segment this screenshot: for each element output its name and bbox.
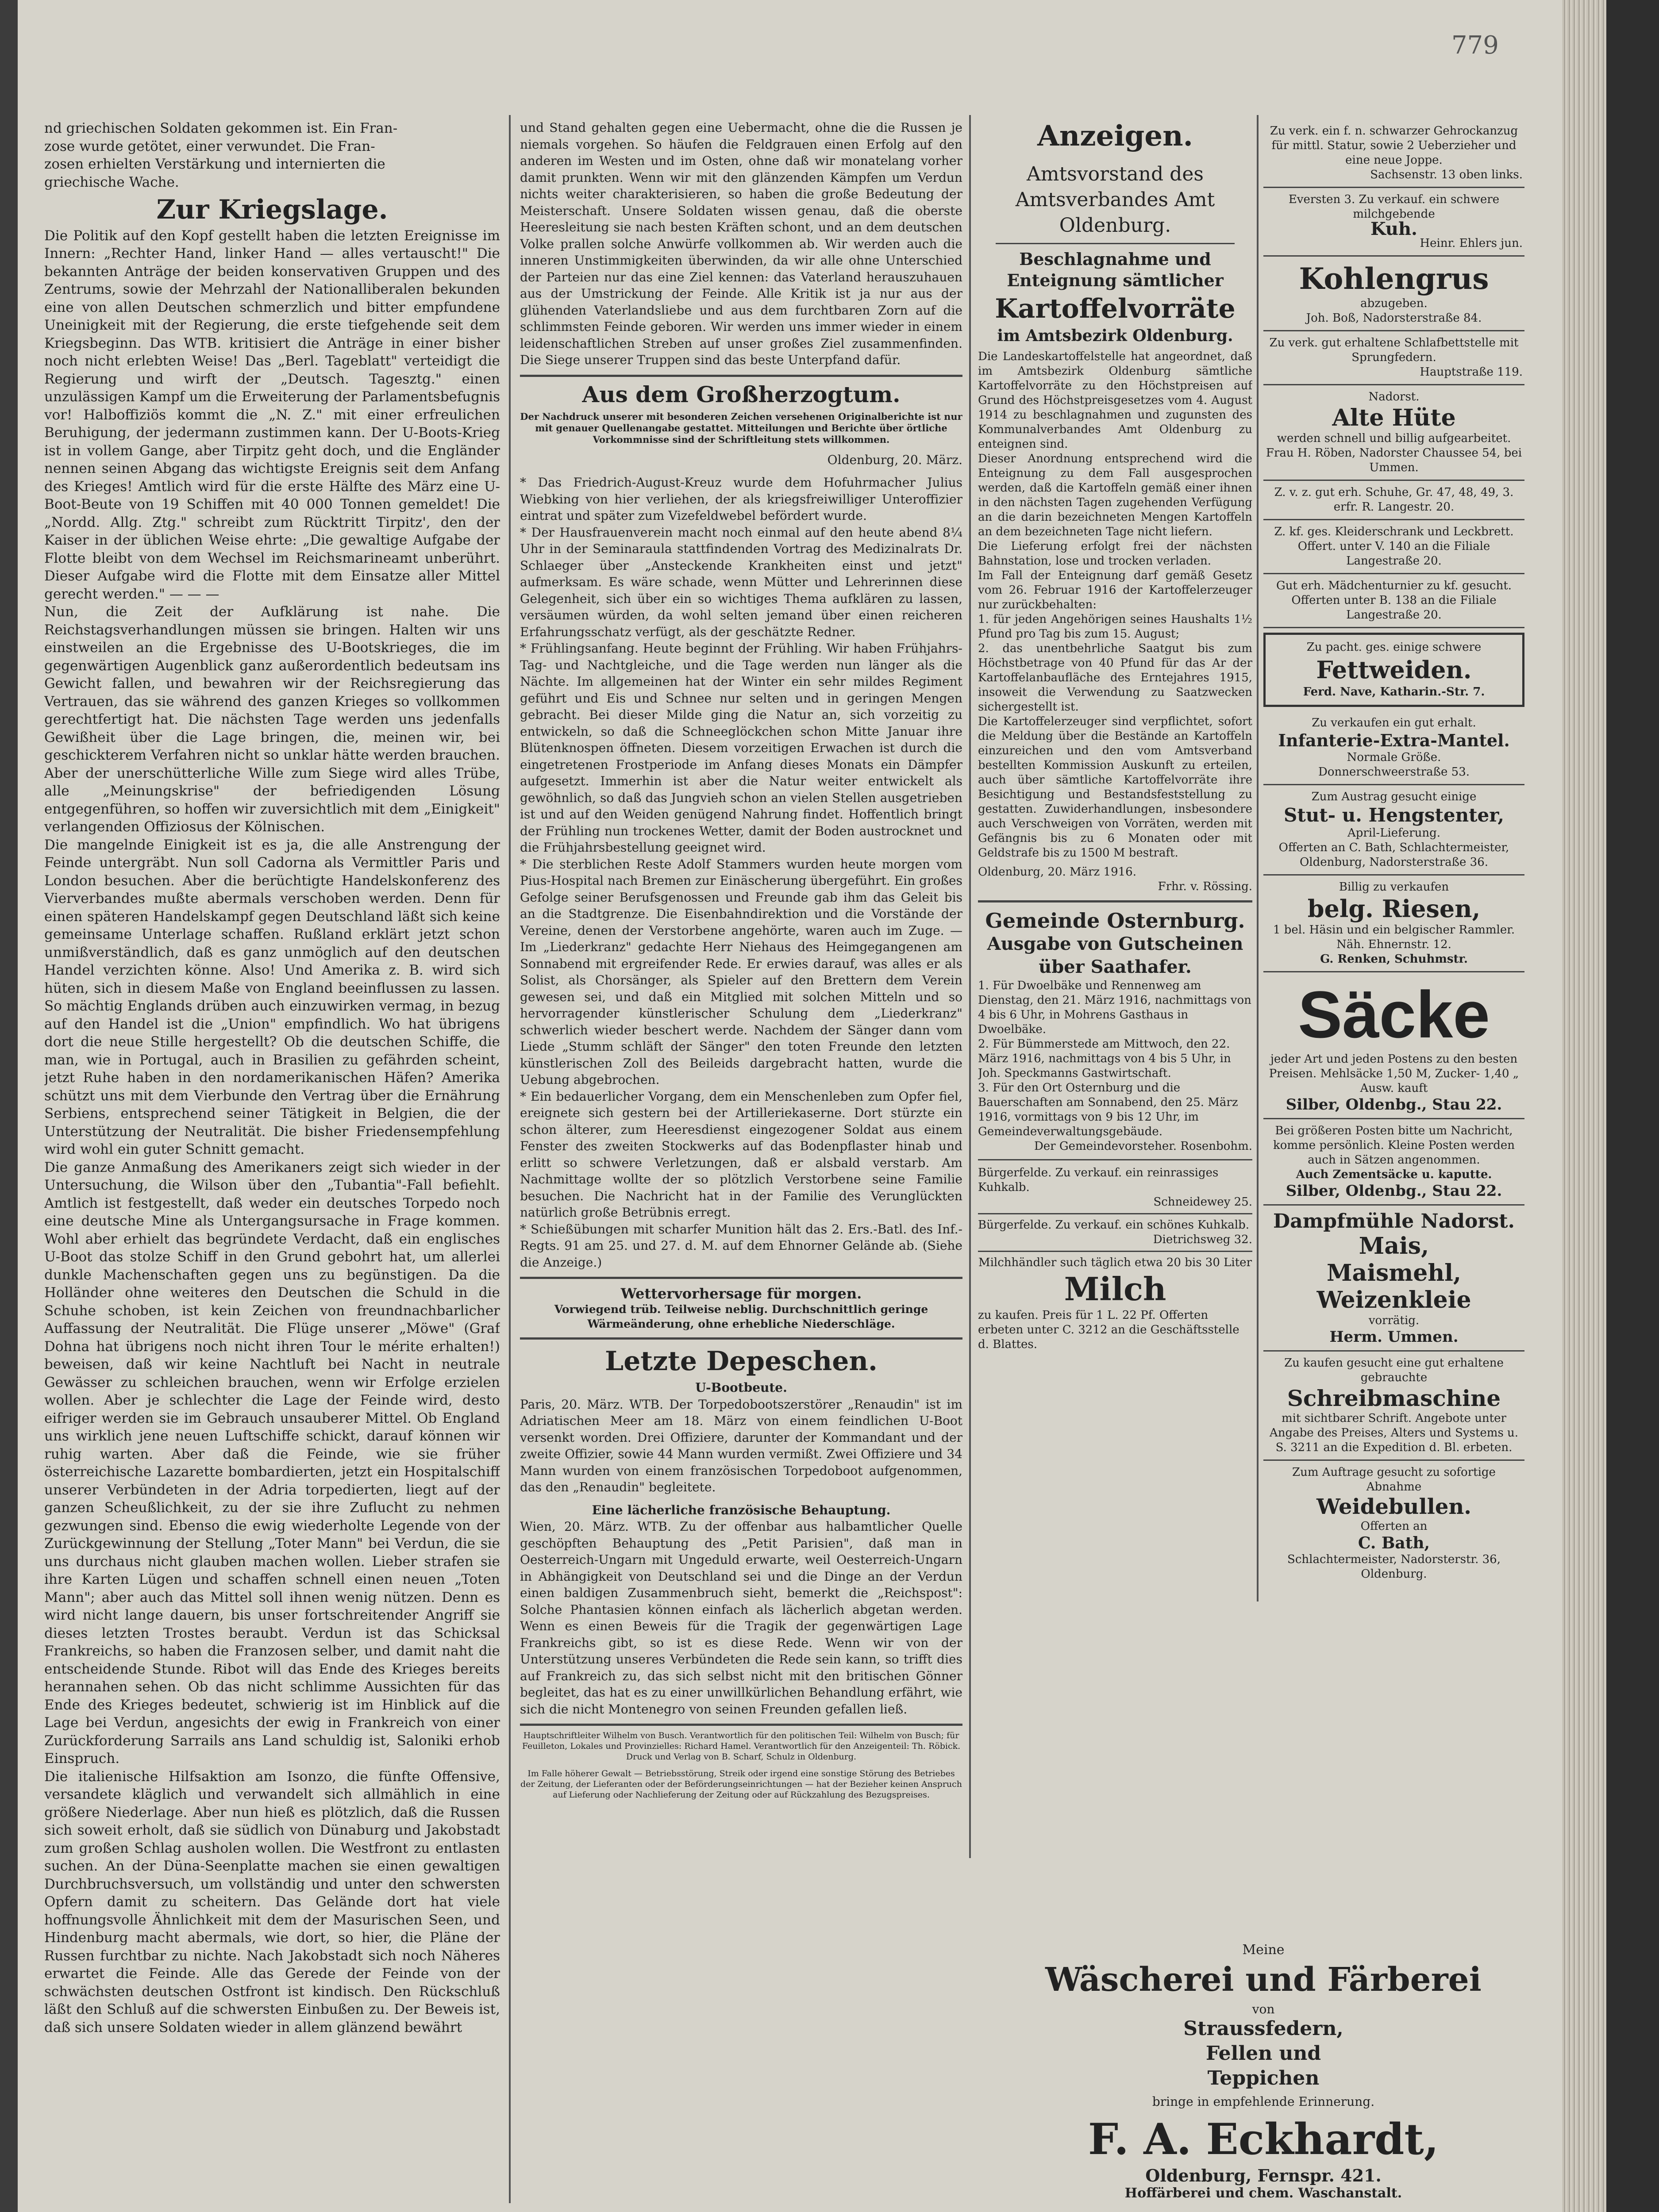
fettweiden-signature: Ferd. Nave, Katharin.-Str. 7. <box>1303 685 1485 699</box>
saecke-text: jeder Art und jeden Postens zu den besten Preisen. Mehlsäcke 1,50 M, Zucker- 1,40 „ Ausw. kauft <box>1269 1052 1519 1095</box>
ad-bettstelle-text: Zu verk. gut erhaltene Schlafbettstelle mit Sprungfedern. <box>1269 336 1519 364</box>
scan-background <box>1606 0 1659 2212</box>
column-2-lead-text: und Stand gehalten gegen eine Uebermacht, ohne die die Russen je niemals vorgehen. So häufen die Feldgrauen einen Erfolg auf den anderen im Westen und im Osten, ohne daß wir monatelang vorher damit prunkten. Wenn wir mit den glänzenden Kämpfen um Verdun nichts weiter charakterisieren, so haben die große Bedeutung der Meisterschaft. Unsere Soldaten wissen genau, daß die oberste Heeresleitung sie nach besten Kräften schont, und an dem deutschen Volke prallen solche Anwürfe vollkommen ab. Wir werden auch die inneren Unstimmigkeiten überwinden, da wir alle ohne Unterschied der Parteien nur das eine Ziel kennen: das Vaterland herauszuhauen aus der Umstrickung der Feinde. Alle Kritik ist ja nur aus der glühenden Vaterlandsliebe und aus dem furchtbaren Zorn auf die schlimmsten Feinde geboren. Wir werden uns immer wieder in einem leidenschaftlichen Streben auf unser großes Ziel zusammenfinden. Die Siege unserer Truppen sind das beste Unterpfand dafür. <box>520 120 962 367</box>
osternburg-schedule: 1. Für Dwoelbäke und Rennenweg am Dienstag, den 21. März 1916, nachmittags von 4 bis 6 Uhr, in Mohrens Gasthaus in Dwoelbäke. 2. Für Bümmerstede am Mittwoch, den 22. März 1916, nachmittags von 4 bis 5 Uhr, in Joh. Speckmanns Gastwirtschaft. 3. Für den Ort Osternburg und die Bauerschaften am Sonnabend, den 25. März 1916, vormittags von 9 bis 12 Uhr, im Gemeindeverwaltungsgebäude. <box>978 979 1251 1138</box>
ad-kleiderschrank: Z. kf. ges. Kleiderschrank und Leckbrett. Offert. unter V. 140 an die Filiale Langestraße 20. <box>1263 520 1524 574</box>
weather-title: Wettervorhersage für morgen. <box>620 1285 862 1302</box>
osternburg-title: Gemeinde Osternburg. <box>985 909 1245 933</box>
eckhardt-address: Oldenburg, Fernspr. 421. <box>1145 2166 1382 2185</box>
waescherei-items: Straussfedern, Fellen und Teppichen <box>1183 2017 1343 2089</box>
section-divider <box>978 900 1252 902</box>
schreib-title: Schreibmaschine <box>1287 1385 1501 1411</box>
milch-ad-title: Milch <box>1064 1270 1166 1308</box>
huete-title: Alte Hüte <box>1332 404 1456 431</box>
amt-title: Amtsvorstand des Amtsverbandes Amt Oldenburg. <box>1015 163 1215 237</box>
ad-riesen <box>1263 876 1524 972</box>
fettweiden-intro: Zu pacht. ges. einige schwere <box>1306 641 1482 654</box>
beschlagnahme-title: Beschlagnahme und Enteignung sämtlicher <box>1007 249 1224 290</box>
ad-dampfmuehle <box>1263 1206 1524 1352</box>
force-majeure-notice: Im Falle höherer Gewalt — Betriebsstörung, Streik oder irgend eine sonstige Störung des Betriebes der Zeitung, der Lieferanten oder der Beförderungseinrichtungen — hat der Bezieher keinen Anspruch auf Lieferung oder Nachlieferung der Zeitung oder auf Rückzahlung des Bezugspreises. <box>520 1769 962 1800</box>
depesche-wien: Wien, 20. März. WTB. Zu der offenbar aus halbamtlicher Quelle geschöpften Behauptung des „Petit Parisien", daß man in Oesterreich-Ungarn mit Ungeduld erwarte, weil Oesterreich-Ungarn in Abhängigkeit von Deutschland sei und die Dinge an der Verdun einen baldigen Zusammenbruch sieht, bemerkt die „Reichspost": Solche Phantasien können einfach als lächerlich abgetan werden. Wenn es einen Beweis für die Tragik der gegenwärtigen Lage Frankreichs gibt, so ist es diese Rede. Wenn wir von der Unterstützung unseres Verbündeten die Rede sein kann, so trifft dies auf Frankreich zu, das sich selbst nicht mit den britischen Gönner begleitet, das hat es zu einer unwillkürlichen Behandlung erfährt, wie sich die nicht Montenegro von seinen Freunden gefallen ließ. <box>520 1519 962 1717</box>
kohlengrus-title: Kohlengrus <box>1299 261 1489 296</box>
amtsbezirk-title: im Amtsbezirk Oldenburg. <box>997 326 1233 345</box>
hengst-signature: Offerten an C. Bath, Schlachtermeister, Oldenburg, Nadorsterstraße 36. <box>1278 841 1509 869</box>
ad-schuhe: Z. v. z. gut erh. Schuhe, Gr. 47, 48, 49, 3. erfr. R. Langestr. 20. <box>1263 481 1524 520</box>
hengst-title: Stut- u. Hengstenter, <box>1284 804 1504 826</box>
depeschen-heading: Letzte Depeschen. <box>605 1346 878 1377</box>
kohlengrus-sub: abzugeben. <box>1360 297 1428 310</box>
column-rule-3 <box>1257 115 1259 1601</box>
waescherei-title: Wäscherei und Färberei <box>1045 1961 1482 1999</box>
depesche-paris: Paris, 20. März. WTB. Der Torpedobootszerstörer „Renaudin" ist im Adriatischen Meer am 18. März von einem feindlichen U-Boot versenkt worden. Drei Offiziere, darunter der Kommandant und der zweite Offizier, sowie 44 Mann wurden vermißt. Zwei Offiziere und 34 Mann wurden von einem französischen Torpedoboot aufgenommen, das den „Renaudin" begleitete. <box>520 1397 962 1494</box>
muehle-signature: Herm. Ummen. <box>1329 1328 1459 1346</box>
eckhardt-name: F. A. Eckhardt, <box>1088 2114 1439 2164</box>
ad-kuhkalb-1: Bürgerfelde. Zu verkauf. ein reinrassiges Kuhkalb. <box>978 1166 1219 1194</box>
ad-kuhkalb-2: Bürgerfelde. Zu verkauf. ein schönes Kuhkalb. <box>978 1218 1250 1232</box>
muehle-title: Dampfmühle Nadorst. <box>1273 1210 1515 1233</box>
kriegslage-heading: Zur Kriegslage. <box>156 194 388 225</box>
section-divider <box>996 243 1235 244</box>
waescherei-von: von <box>1252 2002 1275 2016</box>
ad-fettweiden <box>1263 633 1524 707</box>
ad-gehrock-address: Sachsenstr. 13 oben links. <box>1370 168 1523 181</box>
ad-maedchenturnier: Gut erh. Mädchenturnier zu kf. gesucht. Offerten unter B. 138 an die Filiale Langestraße 20. <box>1263 574 1524 628</box>
huete-location: Nadorst. <box>1368 390 1420 403</box>
ad-kuhkalb-1-address: Schneidewey 25. <box>1153 1195 1252 1209</box>
maismehl-title: Maismehl, <box>1326 1260 1462 1286</box>
uboot-subheading: U-Bootbeute. <box>695 1380 787 1395</box>
reprint-note: Der Nachdruck unserer mit besonderen Zeichen versehenen Originalberichte ist nur mit genauer Quellenangabe gestattet. Mitteilungen und Berichte über örtliche Vorkommnisse sind der Schriftleitung stets willkommen. <box>520 411 962 445</box>
ad-schreibmaschine <box>1263 1352 1524 1461</box>
section-divider <box>978 1213 1252 1214</box>
section-divider <box>978 1159 1252 1160</box>
mantel-address: Donnerschweerstraße 53. <box>1318 765 1470 779</box>
imprint: Hauptschriftleiter Wilhelm von Busch. Verantwortlich für den politischen Teil: Wilhelm von Busch; für Feuilleton, Lokales und Provinzielles: Richard Hamel. Verantwortlich für den Anzeigenteil: Th. Röbick. Druck und Verlag von B. Scharf, Schulz in Oldenburg. <box>522 1731 961 1762</box>
section-divider <box>978 1251 1252 1252</box>
muehle-sub: vorrätig. <box>1368 1314 1420 1327</box>
ad-bettstelle-address: Hauptstraße 119. <box>1420 365 1523 379</box>
column-rule-1 <box>509 115 511 2203</box>
fettweiden-title: Fettweiden. <box>1316 656 1472 684</box>
intro-paragraph: nd griechischen Soldaten gekommen ist. Ein Fran- zose wurde getötet, einer verwundet. Die Fran- zosen erhielten Verstärkung und internierten die griechische Wache. <box>44 120 398 190</box>
notice-signature: Frhr. v. Rössing. <box>1158 880 1252 893</box>
milch-ad-text: zu kaufen. Preis für 1 L. 22 Pf. Offerten erbeten unter C. 3212 an die Geschäftsstelle d. Blattes. <box>978 1309 1239 1351</box>
riesen-title: belg. Riesen, <box>1307 895 1481 923</box>
page-edge-stack <box>1562 0 1606 2212</box>
ad-kuh-signature: Heinr. Ehlers jun. <box>1420 237 1523 250</box>
column-3 <box>978 119 1252 2212</box>
hengst-intro: Zum Austrag gesucht einige <box>1311 790 1477 803</box>
weide-intro: Zum Auftrage gesucht zu sofortige Abnahme <box>1292 1466 1496 1494</box>
ad-saecke <box>1263 972 1524 1119</box>
waescherei-ad <box>982 1942 1544 2212</box>
ad-huete <box>1263 385 1524 481</box>
weather-text: Vorwiegend trüb. Teilweise neblig. Durchschnittlich geringe Wärmeänderung, ohne erhebliche Niederschläge. <box>554 1303 928 1330</box>
kartoffel-title: Kartoffelvorräte <box>995 293 1236 324</box>
ad-kuhkalb-2-address: Dietrichsweg 32. <box>1153 1233 1252 1246</box>
mantel-title: Infanterie-Extra-Mantel. <box>1278 730 1510 750</box>
notice-date: Oldenburg, 20. März 1916. <box>978 865 1136 879</box>
saecke2-signature: Silber, Oldenbg., Stau 22. <box>1286 1182 1502 1200</box>
ad-gehrock-text: Zu verk. ein f. n. schwarzer Gehrockanzug für mittl. Statur, sowie 2 Ueberzieher und eine neue Joppe. <box>1270 124 1518 167</box>
huete-text: werden schnell und billig aufgearbeitet. Frau H. Röben, Nadorster Chaussee 54, bei Ummen. <box>1266 432 1522 474</box>
dateline: Oldenburg, 20. März. <box>827 452 962 467</box>
schreib-intro: Zu kaufen gesucht eine gut erhaltene gebrauchte <box>1284 1356 1504 1384</box>
ad-mantel <box>1263 711 1524 785</box>
weide-signature: C. Bath, <box>1358 1534 1430 1552</box>
milch-ad-intro: Milchhändler such täglich etwa 20 bis 30 Liter <box>978 1256 1252 1269</box>
osternburg-subtitle: Ausgabe von Gutscheinen über Saathafer. <box>987 933 1243 977</box>
saecke2-sub: Auch Zementsäcke u. kaputte. <box>1296 1168 1492 1181</box>
ad-kuh <box>1263 188 1524 257</box>
ad-kuh-title: Kuh. <box>1370 219 1417 239</box>
column-rule-2 <box>969 115 971 1858</box>
local-news: * Das Friedrich-August-Kreuz wurde dem Hofuhrmacher Julius Wiebking von hier verliehen, der als kriegsfreiwilliger Unteroffizier eintrat und später zum Vizefeldwebel befördert wurde. * Der Hausfrauenverein macht noch einmal auf den heute abend 8¼ Uhr in der Seminaraula stattfindenden Vortrag des Medizinalrats Dr. Schlaeger über „Ansteckende Krankheiten einst und jetzt" aufmerksam. Es wäre schade, wenn Mütter und Lehrerinnen diese Gelegenheit, sich über ein so wichtiges Thema aufklären zu lassen, versäumen würden, da wohl selten jemand über einen reicheren Erfahrungsschatz verfügt, als der geschätzte Redner. * Frühlingsanfang. Heute beginnt der Frühling. Wir haben Frühjahrs-Tag- und Nachtgleiche, und die Tage werden nun länger als die Nächte. Im allgemeinen hat der Winter ein sehr mildes Regiment geführt und Eis und Schnee nur selten und in geringen Mengen gebracht. Bei dieser Milde ging die Natur an, sich vorzeitig zu entwickeln, so daß die Schneeglöckchen schon Mitte Januar ihre Blütenknospen öffneten. Diesem vorzeitigen Erwachen ist durch die eingetretenen Frostperiode im Anfang dieses Monats ein Dämpfer aufgesetzt. Immerhin ist aber die Natur weiter entwickelt als gewöhnlich, so daß das Jungvieh schon an vielen Stellen ausgetrieben ist und auf den Weiden genügend Nahrung findet. Hoffentlich bringt der Frühling nun trockenes Wetter, damit der Boden austrocknet und die Frühjahrsbestellung geeignet wird. * Die sterblichen Reste Adolf Stammers wurden heute morgen vom Pius-Hospital nach Bremen zur Einäscherung übergeführt. Ein großes Gefolge seiner Berufsgenossen und Freunde gab ihm das Geleit bis an die Stadtgrenze. Die Eisenbahndirektion und die Vorstände der Vereine, denen der Verstorbene angehörte, waren auch im Zuge. — Im „Liederkranz" gedachte Herr Niehaus des Heimgegangenen am Sonnabend mit ergreifender Rede. Er erwies darauf, was alles er als Solist, als Chorsänger, als Spieler auf den Brettern dem Verein gewesen sei, und daß ein Mitglied mit solchen Mitteln und so hervorragender künstlerischer Schulung dem „Liederkranz" schwerlich wieder beschert werde. Nachdem der Sänger dann vom Liede „Stumm schläft der Sänger" den toten Freunde den letzten künstlerischen Zoll des Beileids dargebracht hatten, wurde die Uebung abgebrochen. * Ein bedauerlicher Vorgang, dem ein Menschenleben zum Opfer fiel, ereignete sich gestern bei der Artilleriekaserne. Dort stürzte ein schon älterer, zum Heeresdienst eingezogener Soldat aus einem Fenster des zweiten Stockwerks auf das Bodenpflaster hinab und erlitt so schwere Verletzungen, daß er alsbald verstarb. Am Nachmittage wollte der so plötzlich Verstorbene seine Familie besuchen. Die Nachricht hat in der Familie des Verunglückten natürlich große Betrübnis erregt. * Schießübungen mit scharfer Munition hält das 2. Ers.-Batl. des Inf.-Regts. 91 am 25. und 27. d. M. auf dem Ehnorner Gelände ab. (Siehe die Anzeige.) <box>520 475 962 1270</box>
saecke-title: Säcke <box>1298 977 1490 1052</box>
weizenkleie-title: Weizenkleie <box>1316 1286 1471 1313</box>
riesen-text: 1 bel. Häsin und ein belgischer Rammler. Näh. Ehnernstr. 12. <box>1273 923 1515 951</box>
mantel-intro: Zu verkaufen ein gut erhalt. <box>1312 716 1476 730</box>
schreib-text: mit sichtbarer Schrift. Angebote unter Angabe des Preises, Alters und Systems u. S. 3211 an die Expedition d. Bl. erbeten. <box>1269 1412 1519 1454</box>
waescherei-intro: Meine <box>1242 1942 1285 1958</box>
saecke2-text: Bei größeren Posten bitte um Nachricht, komme persönlich. Kleine Posten werden auch in Sätzen angenommen. <box>1273 1124 1515 1167</box>
kriegslage-article: Die Politik auf den Kopf gestellt haben die letzten Ereignisse im Innern: „Rechter Hand, linker Hand — alles vertauscht!" Die bekannten Anträge der beiden konservativen Gruppen und des Zentrums, sowie der Mehrzahl der Nationalliberalen bekunden eine von allen Deutschen schmerzlich und bitter empfundene Uneinigkeit mit der Regierung, die erste tiefgehende seit dem Kriegsbeginn. Das WTB. kritisiert die Anträge in einer bisher noch nicht erlebten Weise! Das „Berl. Tageblatt" verteidigt die Regierung und wirft der „Deutsch. Tagesztg." einen unzulässigen Kampf um die Erweiterung der Parlamentsbefugnis vor! Halboffiziös kommt die „N. Z." mit einer erfreulichen Beruhigung, der jedermann zustimmen kann. Der U-Boots-Krieg ist in vollem Gange, aber Tirpitz geht doch, und die Engländer nennen seinen Abgang das wichtigste Ereignis seit dem Anfang des Krieges! Amtlich wird für die erste Hälfte des März eine U-Boot-Beute von 19 Schiffen mit 40 000 Tonnen gemeldet! Die „Nordd. Allg. Ztg." schreibt zum Rücktritt Tirpitz', den der Kaiser in der üblichen Weise ehrte: „Die gewaltige Aufgabe der Flotte bleibt von dem Wechsel im Reichsmarineamt unberührt. Dieser Aufgabe wird die Flotte mit dem Einsatze aller Mittel gerecht werden." — — — Nun, die Zeit der Aufklärung ist nahe. Die Reichstagsverhandlungen müssen sie bringen. Halten wir uns einstweilen an die Ergebnisse des U-Bootskrieges, die im gegenwärtigen Augenblick ganz außerordentlich bedeutsam ins Gewicht fallen, und bewahren wir der Reichsregierung das Vertrauen, das sie während des ganzen Krieges so vollkommen gerechtfertigt hat. Die nächsten Tage werden uns jedenfalls Gewißheit über die Lage bringen, die, meinen wir, bei geschickterem Verfahren nicht so unklar hätte werden brauchen. Aber der unerschütterliche Wille zum Siege wird alles Trübe, alle „Meinungskrise" der befriedigenden Lösung entgegenführen, so hoffen wir zuversichtlich mit dem „Einigkeit" verlangenden Offiziosus der Kölnischen. Die mangelnde Einigkeit ist es ja, die alle Anstrengung der Feinde untergräbt. Nun soll Cadorna als Vermittler Paris und London besuchen. Aber die berüchtigte Handelskonferenz des Vierverbandes mußte abermals verschoben werden. Denn für einen späteren Handelskampf gegen Deutschland läßt sich keine gemeinsame Unterlage schaffen. Rußland erklärt jetzt schon unmißverständlich, daß es ganz unmöglich auf den deutschen Handel verzichten könne. Also! Und Amerika z. B. wird sich hüten, sich in diesem Maße von England beeinflussen zu lassen. So mächtig Englands drüben auch einzuwirken vermag, in bezug auf den Handel ist die „Union" empfindlich. Wo hat übrigens dort die neue Stille hergestellt? Ob die deutschen Schiffe, die man, wie in Portugal, auch in Brasilien zu gefährden scheint, jetzt Ruhe haben in den nordamerikanischen Häfen? Amerika schützt uns mit dem Vierbunde den Vertrag über die Ernährung Serbiens, entsprechend seiner Tätigkeit in Belgien, die der Unterstützung der Neutralität. Die bisher Friedensempfehlung wird wohl ein guter Schnitt gemacht. Die ganze Anmaßung des Amerikaners zeigt sich wieder in der Untersuchung, die Wilson über den „Tubantia"-Fall befiehlt. Amtlich ist festgestellt, daß weder ein deutsches Torpedo noch eine deutsche Mine als Untergangsursache in Frage kommen. Wohl aber erhielt das begründete Verdacht, daß ein englisches U-Boot das stolze Schiff in den Grund gebohrt hat, um allerlei dunkle Machenschaften gegen uns zu begünstigen. Da die Holländer ohne weiteres den Deutschen die Schuld in die Schuhe schoben, ist kein Zeichen von freundnachbarlicher Auffassung der Neutralität. Die Flüge unserer „Möwe" (Graf Dohna hat übrigens noch nicht ihren Tour le mérite erhalten!) beweisen, daß wir keine Nachtluft bei Nacht in neutrale Gewässer zu schleichen brauchen, wenn wir Erfolge erzielen wollen. Aber je schlechter die Lage der Feinde wird, desto eifriger werden sie im Gebrauch unsauberer Mittel. Ob England uns wirklich jene neuen Luftschiffe schickt, darauf können wir ruhig warten. Aber daß die Feinde, wie sie früher österreichische Lazarette bombardierten, jetzt ein Hospitalschiff unserer Verbündeten in der Adria torpedierten, liegt auf der ganzen Scheußlichkeit, zu der sie ihre Zuflucht zu nehmen gezwungen sind. Ebenso die ewig wiederholte Legende von der Zurückgewinnung der Stellung „Toter Mann" bei Verdun, die sie uns durchaus nicht glauben machen wollen. Lieber strafen sie ihre Karten Lügen und schaffen schnell einen neuen „Toten Mann"; aber auch das Mittel soll ihnen wenig nützen. Denn es wird nicht lange dauern, bis unser fortschreitender Angriff sie dieses letzten Trostes beraubt. Verdun ist das Schicksal Frankreichs, so haben die Franzosen selber, und damit naht die entscheidende Stunde. Ribot will das Ende des Krieges bereits herannahen sehen. Ob das nicht schlimme Aussichten für das Ende des Krieges bedeutet, schwierig ist im Hinblick auf die Lage bei Verdun, angesichts der ewig in Frankreich von einer Zurückforderung Sarrails ans Land schuldig ist, Saloniki erhob Einspruch. Die italienische Hilfsaktion am Isonzo, die fünfte Offensive, versandete kläglich und verwandelt sich allmählich in eine größere Niederlage. Aber nun hieß es plötzlich, daß die Russen sich soweit erholt, daß sie südlich von Dünaburg und Jakobstadt zum großen Schlag ausholen wollen. Die Westfront zu entlasten suchen. An der Düna-Seenplatte machen sie einen gewaltigen Durchbruchsversuch, um vollständig und unter den schwersten Opfern damit zu scheitern. Das Gelände dort hat viele hoffnungsvolle Ähnlichkeit mit dem der Masurischen Seen, und Hindenburg macht abermals, wie dort, so hier, die Pläne der Russen furchtbar zu nichte. Nach Jakobstadt sich noch Näheres erwartet die Feinde. Alle das Gerede der Feinde von der schwächsten deutschen Ostfront ist kindisch. Den Rückschluß läßt den Schluß auf die schwersten Einbußen zu. Der Beweis ist, daß sich unsere Soldaten wieder in allem glänzend bewährt <box>44 227 500 2035</box>
column-1 <box>44 119 500 2212</box>
mantel-sub: Normale Größe. <box>1347 751 1441 764</box>
ad-kohlengrus <box>1263 257 1524 331</box>
riesen-signature: G. Renken, Schuhmstr. <box>1320 952 1468 966</box>
ad-gehrock <box>1263 119 1524 188</box>
column-2 <box>520 119 962 2212</box>
kohlengrus-address: Joh. Boß, Nadorsterstraße 84. <box>1306 311 1482 325</box>
weide-sub: Offerten an <box>1360 1520 1428 1533</box>
grossherzogtum-heading: Aus dem Großherzogtum. <box>582 381 901 407</box>
ad-saecke-2 <box>1263 1119 1524 1206</box>
ad-weidebullen <box>1263 1461 1524 1586</box>
kartoffel-notice: Die Landeskartoffelstelle hat angeordnet, daß im Amtsbezirk Oldenburg sämtliche Kartoffelvorräte zu den Höchstpreisen auf Grund des Höchstpreisgesetzes vom 4. August 1914 zu beschlagnahmen und zugunsten des Kommunalverbandes Amt Oldenburg zu enteignen sind. Dieser Anordnung entsprechend wird die Enteignung zu dem Fall ausgesprochen werden, daß die Kartoffeln gemäß einer ihnen in den nächsten Tagen zugehenden Verfügung an die darin bezeichneten Mengen Kartoffeln an dem bezeichneten Tage nicht liefern. Die Lieferung erfolgt frei der nächsten Bahnstation, lose und trocken verladen. Im Fall der Enteignung darf gemäß Gesetz vom 26. Februar 1916 der Kartoffelerzeuger nur zurückbehalten: 1. für jeden Angehörigen seines Haushalts 1½ Pfund pro Tag bis zum 15. August; 2. das unentbehrliche Saatgut bis zum Höchstbetrage von 40 Pfund für das Ar der Kartoffelanbaufläche des Erntejahres 1915, insoweit die Verwendung zu Saatzwecken sichergestellt ist. Die Kartoffelerzeuger sind verpflichtet, sofort die Meldung über die Bestände an Kartoffeln einzureichen und den vom Amtsverband bestellten Kommission Auskunft zu erteilen, auch über sämtliche Kartoffelvorräte ihre Besichtigung und Bestandsfeststellung zu gestatten. Zuwiderhandlungen, insbesondere auch Verschweigen von Vorräten, werden mit Gefängnis bis zu 6 Monaten oder mit Geldstrafe bis zu 1500 M bestraft. <box>978 350 1252 860</box>
weide-address: Schlachtermeister, Nadorsterstr. 36, Oldenburg. <box>1287 1553 1501 1581</box>
section-divider <box>520 1277 962 1279</box>
newspaper-page <box>18 0 1562 2212</box>
osternburg-signature: Der Gemeindevorsteher. Rosenbohm. <box>1034 1140 1252 1153</box>
weide-title: Weidebullen. <box>1316 1494 1471 1519</box>
page-number: 779 <box>1451 31 1499 60</box>
waescherei-reminder: bringe in empfehlende Erinnerung. <box>1152 2094 1375 2109</box>
ad-bettstelle <box>1263 331 1524 385</box>
riesen-intro: Billig zu verkaufen <box>1339 880 1449 894</box>
mais-title: Mais, <box>1359 1233 1429 1260</box>
column-4 <box>1263 119 1524 1938</box>
section-divider <box>520 375 962 377</box>
ad-kuh-text: Eversten 3. Zu verkauf. ein schwere milchgebende <box>1288 193 1500 221</box>
saecke-signature: Silber, Oldenbg., Stau 22. <box>1286 1096 1502 1114</box>
hengst-sub: April-Lieferung. <box>1347 826 1441 840</box>
section-divider <box>520 1337 962 1340</box>
eckhardt-subtitle: Hoffärberei und chem. Waschanstalt. <box>1124 2185 1402 2201</box>
anzeigen-heading: Anzeigen. <box>1037 119 1193 153</box>
section-divider <box>520 1724 962 1726</box>
ad-hengstenter <box>1263 785 1524 876</box>
behauptung-subheading: Eine lächerliche französische Behauptung. <box>592 1502 891 1517</box>
